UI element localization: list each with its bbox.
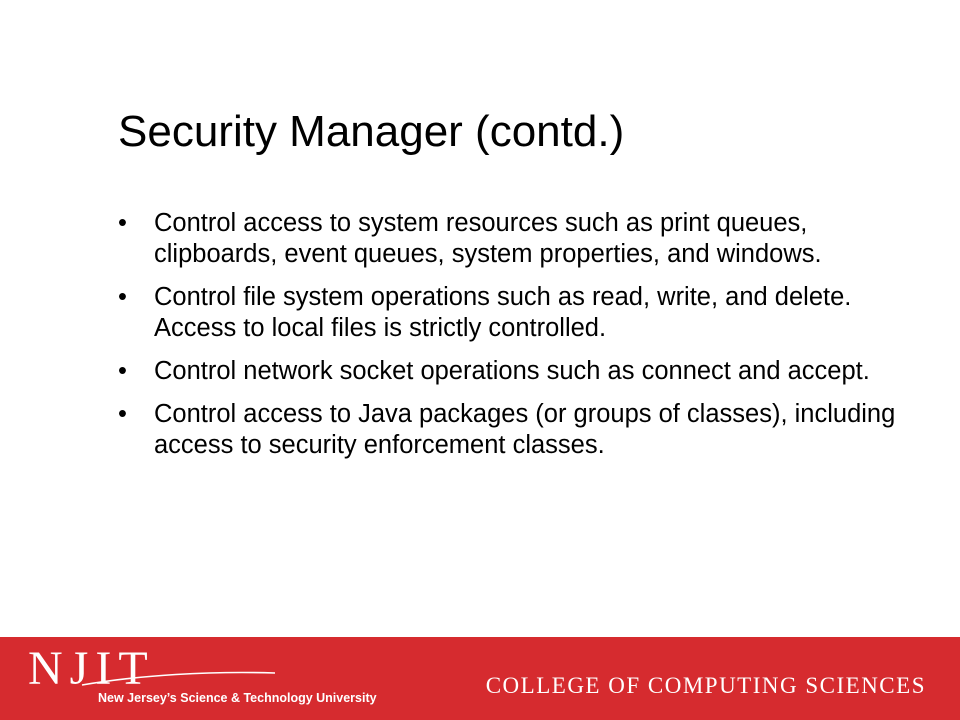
bullet-item — [118, 282, 918, 344]
bullet-item — [118, 356, 918, 387]
bullet-item — [118, 399, 918, 461]
bullet-marker: • — [118, 283, 127, 311]
slide-title: Security Manager (contd.) — [118, 107, 625, 156]
footer-banner — [0, 637, 960, 720]
bullet-marker: • — [118, 357, 127, 385]
njit-logo — [20, 641, 377, 717]
bullet-item — [118, 208, 918, 270]
bullet-marker: • — [118, 400, 127, 428]
college-name: COLLEGE OF COMPUTING SCIENCES — [485, 673, 926, 698]
bullet-list — [118, 208, 918, 473]
bullet-marker: • — [118, 209, 127, 237]
bullet-text: Control file system operations such as read, write, and delete. Access to local files is strictly controlled. — [154, 283, 852, 342]
logo-letters: NJIT — [28, 642, 155, 695]
bullet-text: Control access to system resources such as print queues, clipboards, event queues, system properties, and windows. — [154, 209, 822, 268]
bullet-text: Control network socket operations such as connect and accept. — [154, 357, 870, 385]
bullet-text: Control access to Java packages (or groups of classes), including access to security enforcement classes. — [154, 400, 896, 459]
university-tagline: New Jersey’s Science & Technology University — [98, 691, 377, 705]
